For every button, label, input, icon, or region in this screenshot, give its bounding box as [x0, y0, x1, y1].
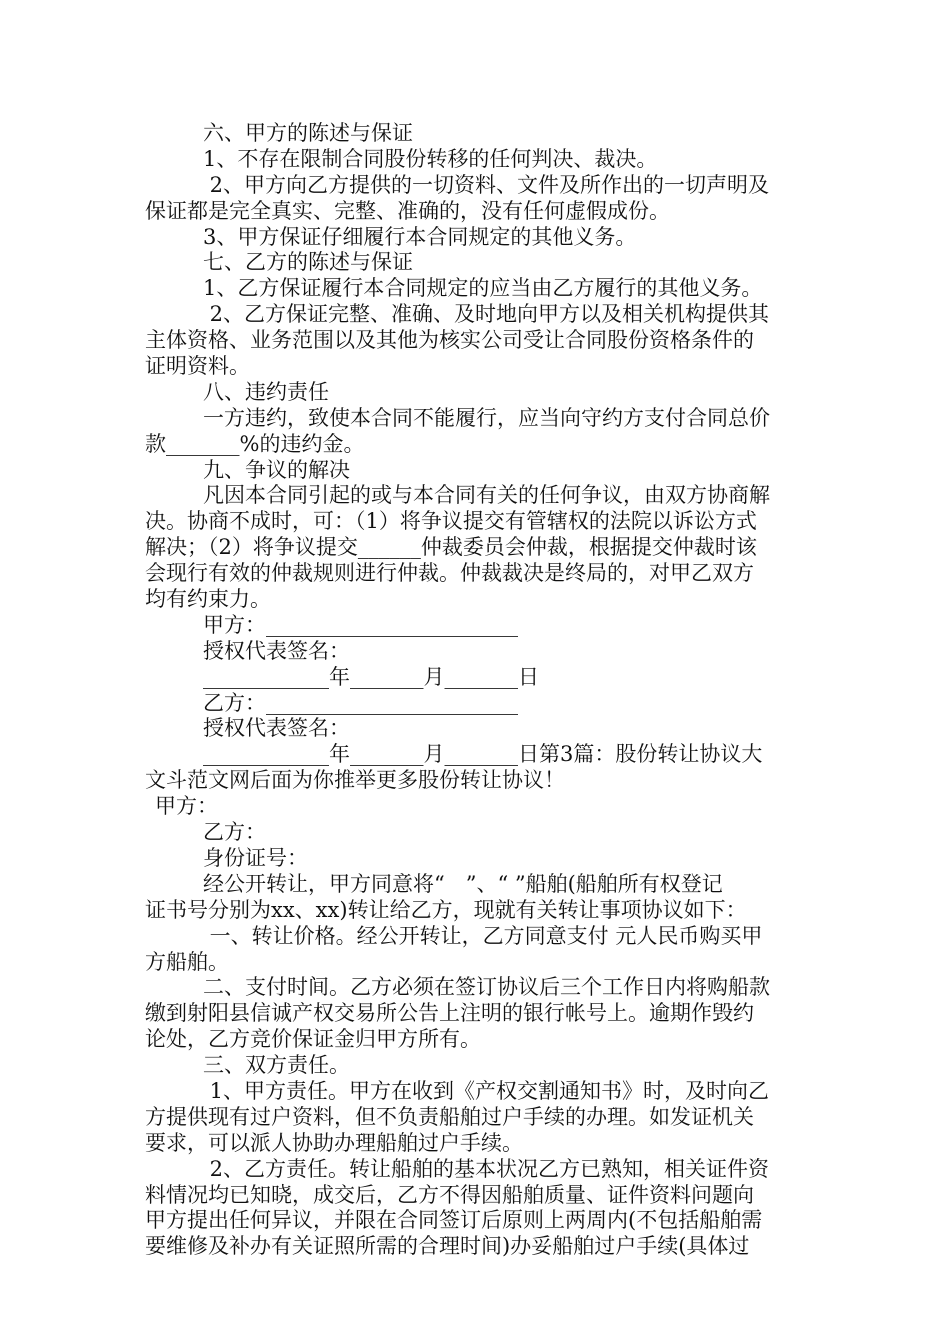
text-line: 主体资格、业务范围以及其他为核实公司受让合同股份资格条件的 — [145, 328, 754, 353]
text-line: ____________年_______月_______日 — [203, 664, 539, 689]
text-line: 款_______%的违约金。 — [145, 431, 365, 456]
text-line: 经公开转让，甲方同意将“ ”、“ ”船舶(船舶所有权登记 — [203, 871, 723, 896]
text-line: 三、双方责任。 — [203, 1053, 350, 1078]
text-line: 证明资料。 — [145, 354, 250, 379]
text-line: 八、违约责任 — [203, 379, 329, 404]
text-line: 证书号分别为xx、xx)转让给乙方，现就有关转让事项协议如下： — [145, 897, 747, 922]
text-line: 文斗范文网后面为你推举更多股份转让协议！ — [145, 768, 565, 793]
text-line: 2、乙方保证完整、准确、及时地向甲方以及相关机构提供其 — [203, 302, 770, 327]
text-line: 保证都是完全真实、完整、准确的，没有任何虚假成份。 — [145, 198, 670, 223]
text-line: 决。协商不成时，可：（1）将争议提交有管辖权的法院以诉讼方式 — [145, 509, 757, 534]
text-line: 缴到射阳县信诚产权交易所公告上注明的银行帐号上。逾期作毁约 — [145, 1001, 754, 1026]
text-line: 身份证号： — [203, 845, 308, 870]
text-line: 2、甲方向乙方提供的一切资料、文件及所作出的一切声明及 — [203, 172, 770, 197]
text-line: 2、乙方责任。转让船舶的基本状况乙方已熟知，相关证件资 — [203, 1156, 770, 1181]
text-line: ____________年_______月_______日第3篇：股份转让协议大 — [203, 742, 763, 767]
text-line: 均有约束力。 — [145, 587, 271, 612]
text-line: 乙方： — [203, 820, 266, 845]
text-line: 一、转让价格。经公开转让，乙方同意支付 元人民币购买甲 — [203, 923, 763, 948]
text-line: 六、甲方的陈述与保证 — [203, 121, 413, 145]
text-line: 二、支付时间。乙方必须在签订协议后三个工作日内将购船款 — [203, 975, 770, 1000]
text-line: 乙方：________________________ — [203, 690, 518, 715]
text-line: 七、乙方的陈述与保证 — [203, 250, 413, 275]
text-line: 1、不存在限制合同股份转移的任何判决、裁决。 — [203, 146, 658, 171]
text-line: 授权代表签名： — [203, 716, 350, 741]
text-line: 解决；（2）将争议提交______仲裁委员会仲裁，根据提交仲裁时该 — [145, 535, 757, 560]
text-line: 会现行有效的仲裁规则进行仲裁。仲裁裁决是终局的，对甲乙双方 — [145, 561, 754, 586]
text-line: 方船舶。 — [145, 949, 229, 974]
text-line: 甲方：________________________ — [203, 612, 518, 637]
text-line: 1、乙方保证履行本合同规定的应当由乙方履行的其他义务。 — [203, 276, 763, 301]
text-line: 授权代表签名： — [203, 638, 350, 663]
text-line: 要求，可以派人协助办理船舶过户手续。 — [145, 1130, 523, 1155]
document-page — [145, 121, 815, 1260]
text-line: 凡因本合同引起的或与本合同有关的任何争议，由双方协商解 — [203, 483, 770, 508]
text-line: 甲方： — [155, 794, 218, 819]
text-line: 甲方提出任何异议，并限在合同签订后原则上两周内(不包括船舶需 — [145, 1208, 763, 1233]
text-line: 1、甲方责任。甲方在收到《产权交割通知书》时，及时向乙 — [203, 1078, 770, 1103]
text-line: 方提供现有过户资料，但不负责船舶过户手续的办理。如发证机关 — [145, 1104, 754, 1129]
text-line: 论处，乙方竞价保证金归甲方所有。 — [145, 1027, 481, 1052]
text-line: 料情况均已知晓，成交后，乙方不得因船舶质量、证件资料问题向 — [145, 1182, 754, 1207]
text-line: 九、争议的解决 — [203, 457, 350, 482]
text-line: 要维修及补办有关证照所需的合理时间)办妥船舶过户手续(具体过 — [145, 1234, 750, 1259]
text-line: 3、甲方保证仔细履行本合同规定的其他义务。 — [203, 224, 637, 249]
text-line: 一方违约，致使本合同不能履行，应当向守约方支付合同总价 — [203, 405, 770, 430]
